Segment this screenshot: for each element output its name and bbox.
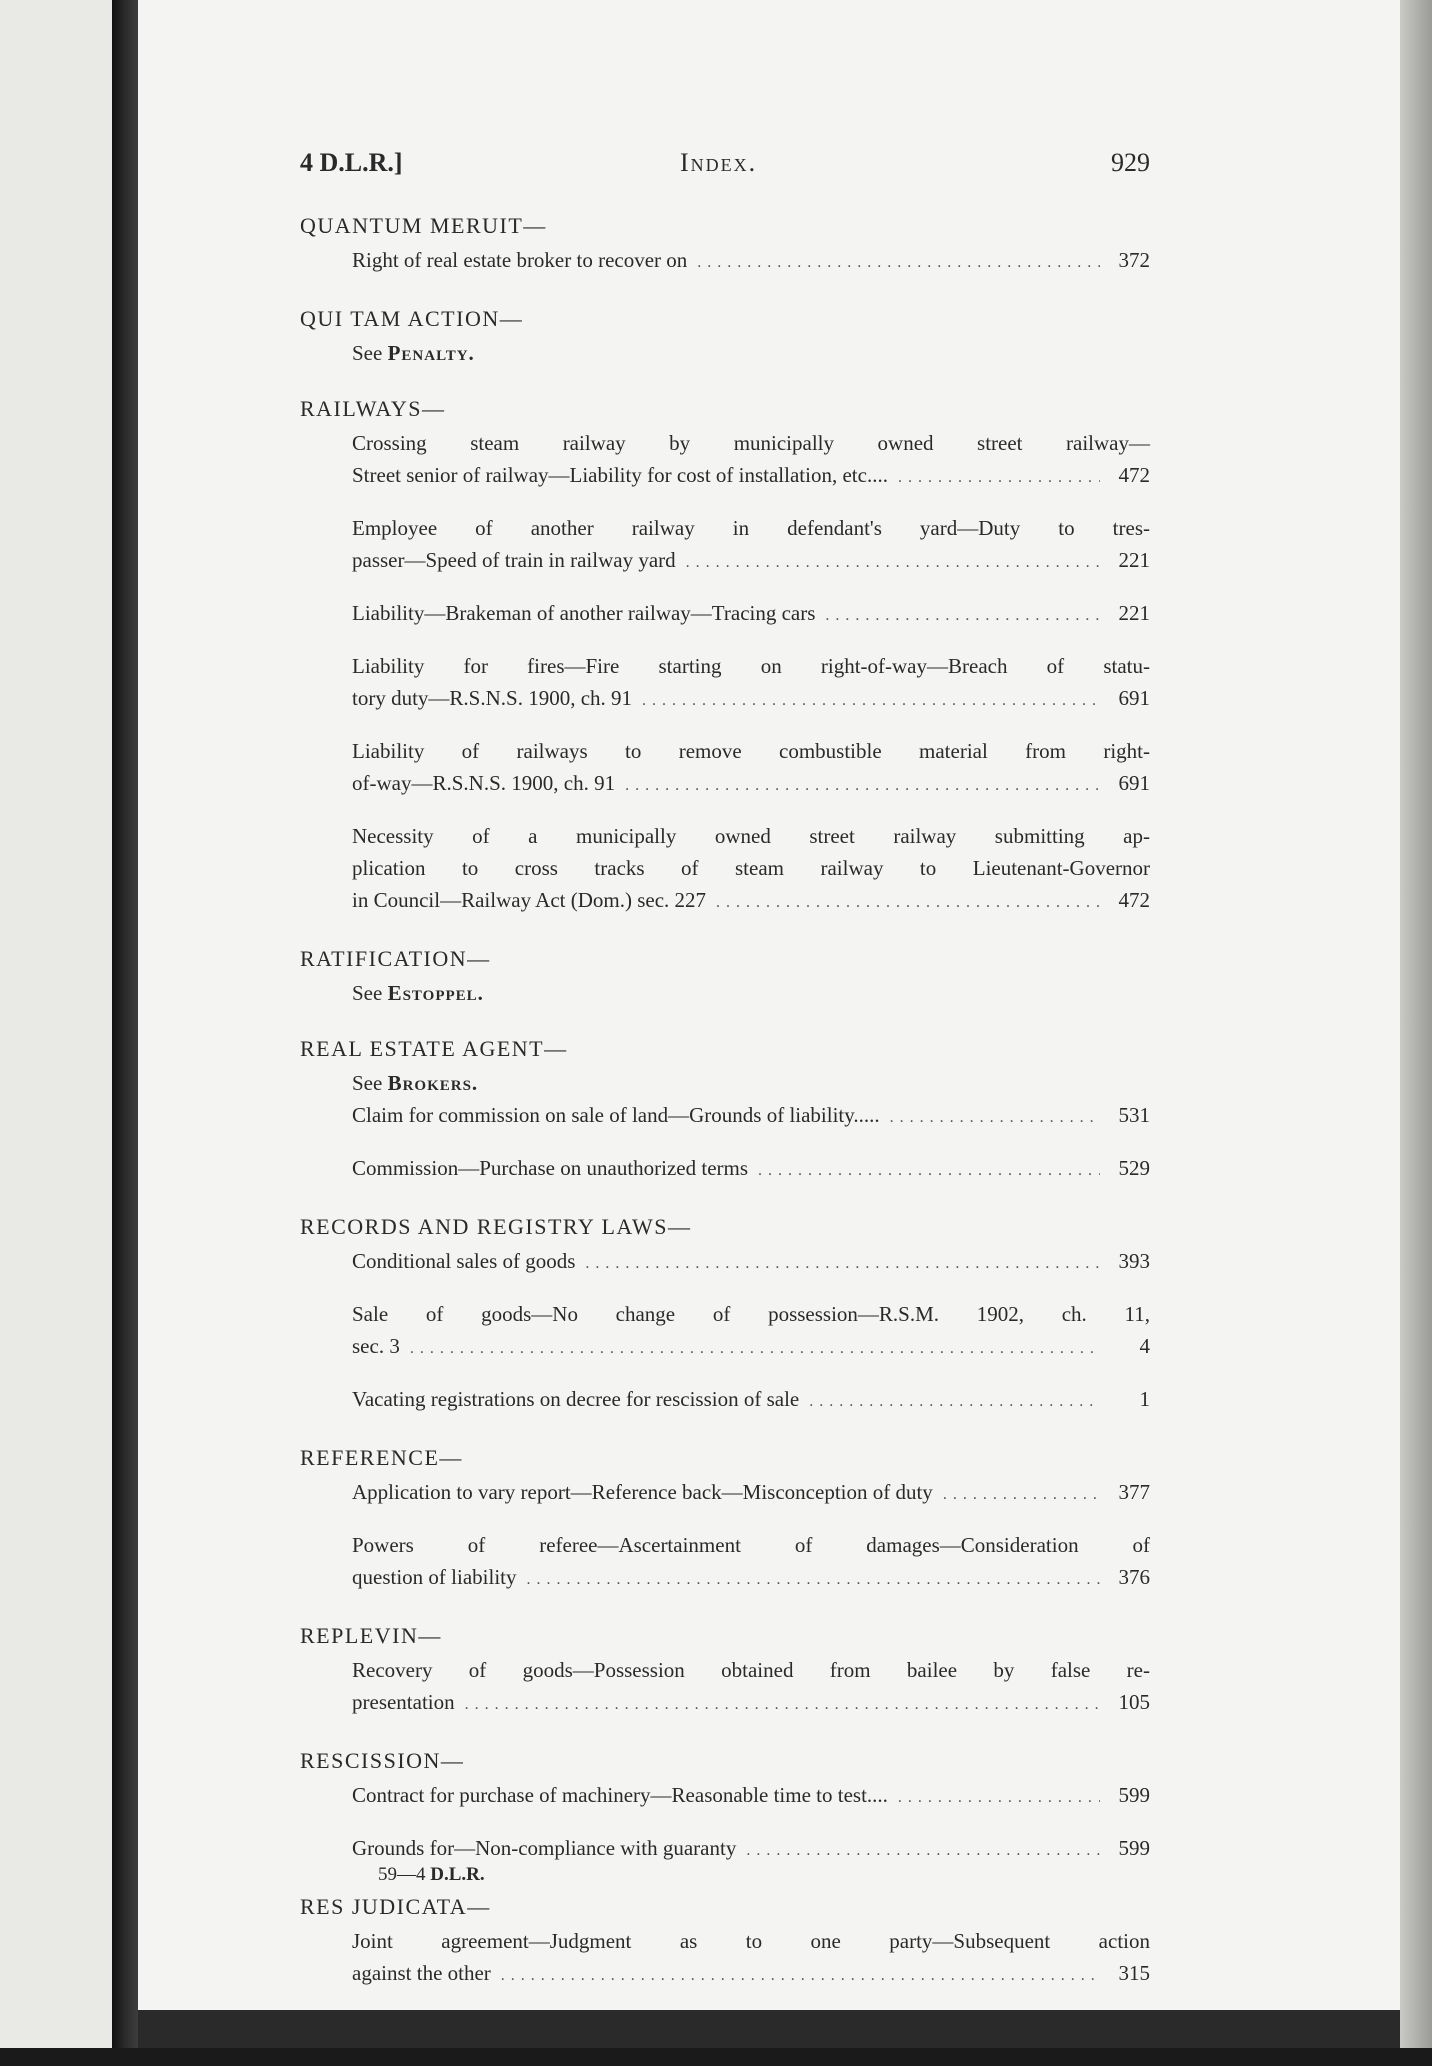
entry-line: [352, 512, 1150, 544]
entry-page-number: 691: [1118, 686, 1150, 710]
see-reference: Estoppel.: [387, 981, 484, 1005]
section-heading: QUANTUM MERUIT—: [300, 213, 547, 238]
see-prefix: See: [352, 341, 383, 365]
entry-text: Vacating registrations on decree for rescission of sale: [352, 1387, 800, 1411]
entry-text: of-way—R.S.N.S. 1900, ch. 91: [352, 771, 616, 795]
index-entry: [300, 1383, 1150, 1418]
entry-text: against the other: [352, 1961, 491, 1985]
section-heading: RES JUDICATA—: [300, 1894, 491, 1919]
index-entry: [300, 1779, 1150, 1814]
dot-leader: [410, 1333, 1100, 1365]
entry-text: Right of real estate broker to recover on: [352, 248, 688, 272]
entry-text: Claim for commission on sale of land—Grounds of liability.....: [352, 1103, 880, 1127]
index-entry: [300, 427, 1150, 494]
entry-text: Contract for purchase of machinery—Reasonable time to test....: [352, 1783, 888, 1807]
dot-leader: [758, 1155, 1100, 1187]
entry-page-number: 531: [1118, 1103, 1150, 1127]
entry-page-number: 599: [1118, 1836, 1150, 1860]
dot-leader: [501, 1960, 1100, 1992]
dot-leader: [716, 887, 1100, 919]
index-section: [300, 1891, 1150, 2042]
entry-line: [352, 1152, 1150, 1187]
entry-line: [352, 1099, 1150, 1134]
see-also-line: [300, 1067, 1150, 1099]
section-heading: RAILWAYS—: [300, 396, 446, 421]
see-prefix: See: [352, 1071, 383, 1095]
entry-text: presentation: [352, 1690, 455, 1714]
dot-leader: [890, 1102, 1100, 1134]
page-number: 929: [1111, 148, 1150, 177]
signature-volume: D.L.R.: [430, 1864, 485, 1885]
entry-page-number: 1: [1139, 1387, 1150, 1411]
entry-page-number: 377: [1118, 1480, 1150, 1504]
entry-text: question of liability: [352, 1565, 517, 1589]
index-section: [300, 393, 1150, 919]
index-entry: [300, 1654, 1150, 1721]
index-section: [300, 1211, 1150, 1418]
entry-page-number: 599: [1118, 1783, 1150, 1807]
entry-page-number: 221: [1118, 548, 1150, 572]
book-binding: [112, 0, 138, 2048]
entry-text: Liability for fires—Fire starting on right-of-way—Breach of statu-: [352, 654, 1150, 678]
see-also-line: [300, 337, 1150, 369]
entry-text: Crossing steam railway by municipally owned street railway—: [352, 431, 1150, 455]
dot-leader: [625, 770, 1100, 802]
index-entry: [300, 1298, 1150, 1365]
entry-text: Street senior of railway—Liability for cost of installation, etc....: [352, 463, 888, 487]
entry-line: [352, 852, 1150, 884]
entry-line: [352, 767, 1150, 802]
dot-leader: [898, 462, 1100, 494]
entry-page-number: 472: [1118, 888, 1150, 912]
entry-line: [352, 1245, 1150, 1280]
index-entry: [300, 1152, 1150, 1187]
signature-number: 59—4: [378, 1864, 426, 1885]
index-entry: [300, 1099, 1150, 1134]
facing-page-edge: [0, 0, 112, 2048]
entry-line: [352, 459, 1150, 494]
entry-line: [352, 1330, 1150, 1365]
dot-leader: [465, 1689, 1100, 1721]
entry-line: [352, 820, 1150, 852]
entry-text: Commission—Purchase on unauthorized terms: [352, 1156, 749, 1180]
entry-line: [352, 650, 1150, 682]
index-entry: [300, 735, 1150, 802]
volume-label: 4 D.L.R.]: [300, 148, 403, 177]
see-prefix: See: [352, 2014, 383, 2038]
entry-page-number: 393: [1118, 1249, 1150, 1273]
entry-page-number: 372: [1118, 248, 1150, 272]
entry-line: [352, 1476, 1150, 1511]
entry-line: [352, 1925, 1150, 1957]
dot-leader: [809, 1386, 1100, 1418]
index-entry: [300, 512, 1150, 579]
entry-page-number: 472: [1118, 463, 1150, 487]
index-entry: [300, 244, 1150, 279]
index-entry: [300, 820, 1150, 919]
dot-leader: [943, 1479, 1100, 1511]
dot-leader: [526, 1564, 1100, 1596]
entry-line: [352, 1832, 1150, 1867]
entry-line: [352, 682, 1150, 717]
section-heading: RESCISSION—: [300, 1748, 465, 1773]
entry-line: [352, 597, 1150, 632]
section-heading: RATIFICATION—: [300, 946, 491, 971]
entry-line: [352, 1779, 1150, 1814]
entry-line: [352, 427, 1150, 459]
signature-mark: [378, 1864, 485, 1886]
index-section: [300, 1620, 1150, 1721]
entry-line: [352, 244, 1150, 279]
index-entry: [300, 1529, 1150, 1596]
see-also-line: [300, 2010, 1150, 2042]
entry-text: Powers of referee—Ascertainment of damages—Consideration of: [352, 1533, 1150, 1557]
entry-text: Joint agreement—Judgment as to one party—Subsequent action: [352, 1929, 1150, 1953]
entry-line: [352, 1298, 1150, 1330]
entry-line: [352, 1529, 1150, 1561]
dot-leader: [642, 685, 1100, 717]
see-reference: Judgment.: [387, 2014, 491, 2038]
index-section: [300, 1745, 1150, 1867]
entry-page-number: 315: [1118, 1961, 1150, 1985]
index-content: [300, 210, 1150, 2066]
entry-page-number: 221: [1118, 601, 1150, 625]
entry-text: Grounds for—Non-compliance with guaranty: [352, 1836, 737, 1860]
entry-line: [352, 1561, 1150, 1596]
see-prefix: See: [352, 981, 383, 1005]
section-heading: REPLEVIN—: [300, 1623, 442, 1648]
entry-text: in Council—Railway Act (Dom.) sec. 227: [352, 888, 707, 912]
entry-line: [352, 1654, 1150, 1686]
entry-line: [352, 1957, 1150, 1992]
section-heading: RECORDS AND REGISTRY LAWS—: [300, 1214, 692, 1239]
entry-text: Employee of another railway in defendant's yard—Duty to tres-: [352, 516, 1150, 540]
dot-leader: [585, 1248, 1100, 1280]
entry-page-number: 4: [1139, 1334, 1150, 1358]
entry-text: Necessity of a municipally owned street railway submitting ap-: [352, 824, 1150, 848]
index-section: [300, 943, 1150, 1009]
running-header: [300, 148, 1150, 184]
see-also-line: [300, 977, 1150, 1009]
section-heading: QUI TAM ACTION—: [300, 306, 524, 331]
index-entry: [300, 597, 1150, 632]
index-section: [300, 303, 1150, 369]
index-section: [300, 1442, 1150, 1596]
page-edge: [1400, 0, 1432, 2048]
entry-text: tory duty—R.S.N.S. 1900, ch. 91: [352, 686, 633, 710]
entry-line: [352, 1686, 1150, 1721]
entry-line: [352, 884, 1150, 919]
entry-text: Recovery of goods—Possession obtained from bailee by false re-: [352, 1658, 1150, 1682]
header-title: Index.: [680, 148, 758, 177]
entry-text: passer—Speed of train in railway yard: [352, 548, 676, 572]
dot-leader: [697, 247, 1100, 279]
entry-line: [352, 735, 1150, 767]
index-entry: [300, 1476, 1150, 1511]
see-reference: Brokers.: [387, 1071, 479, 1095]
dot-leader: [898, 1782, 1100, 1814]
entry-line: [352, 544, 1150, 579]
entry-text: Application to vary report—Reference back—Misconception of duty: [352, 1480, 933, 1504]
entry-text: plication to cross tracks of steam railway to Lieutenant-Governor: [352, 856, 1150, 880]
entry-page-number: 105: [1118, 1690, 1150, 1714]
entry-text: sec. 3: [352, 1334, 400, 1358]
entry-page-number: 376: [1118, 1565, 1150, 1589]
entry-text: Sale of goods—No change of possession—R.S.M. 1902, ch. 11,: [352, 1302, 1150, 1326]
index-entry: [300, 1925, 1150, 1992]
index-section: [300, 210, 1150, 279]
see-reference: Penalty.: [387, 341, 475, 365]
entry-text: Conditional sales of goods: [352, 1249, 576, 1273]
dot-leader: [746, 1835, 1100, 1867]
entry-text: Liability—Brakeman of another railway—Tracing cars: [352, 601, 816, 625]
section-heading: REFERENCE—: [300, 1445, 463, 1470]
entry-page-number: 529: [1118, 1156, 1150, 1180]
entry-line: [352, 1383, 1150, 1418]
index-entry: [300, 650, 1150, 717]
dot-leader: [825, 600, 1100, 632]
index-section: [300, 1033, 1150, 1187]
index-entry: [300, 1245, 1150, 1280]
entry-text: Liability of railways to remove combustible material from right-: [352, 739, 1150, 763]
entry-page-number: 691: [1118, 771, 1150, 795]
dot-leader: [686, 547, 1100, 579]
index-entry: [300, 1832, 1150, 1867]
section-heading: REAL ESTATE AGENT—: [300, 1036, 568, 1061]
